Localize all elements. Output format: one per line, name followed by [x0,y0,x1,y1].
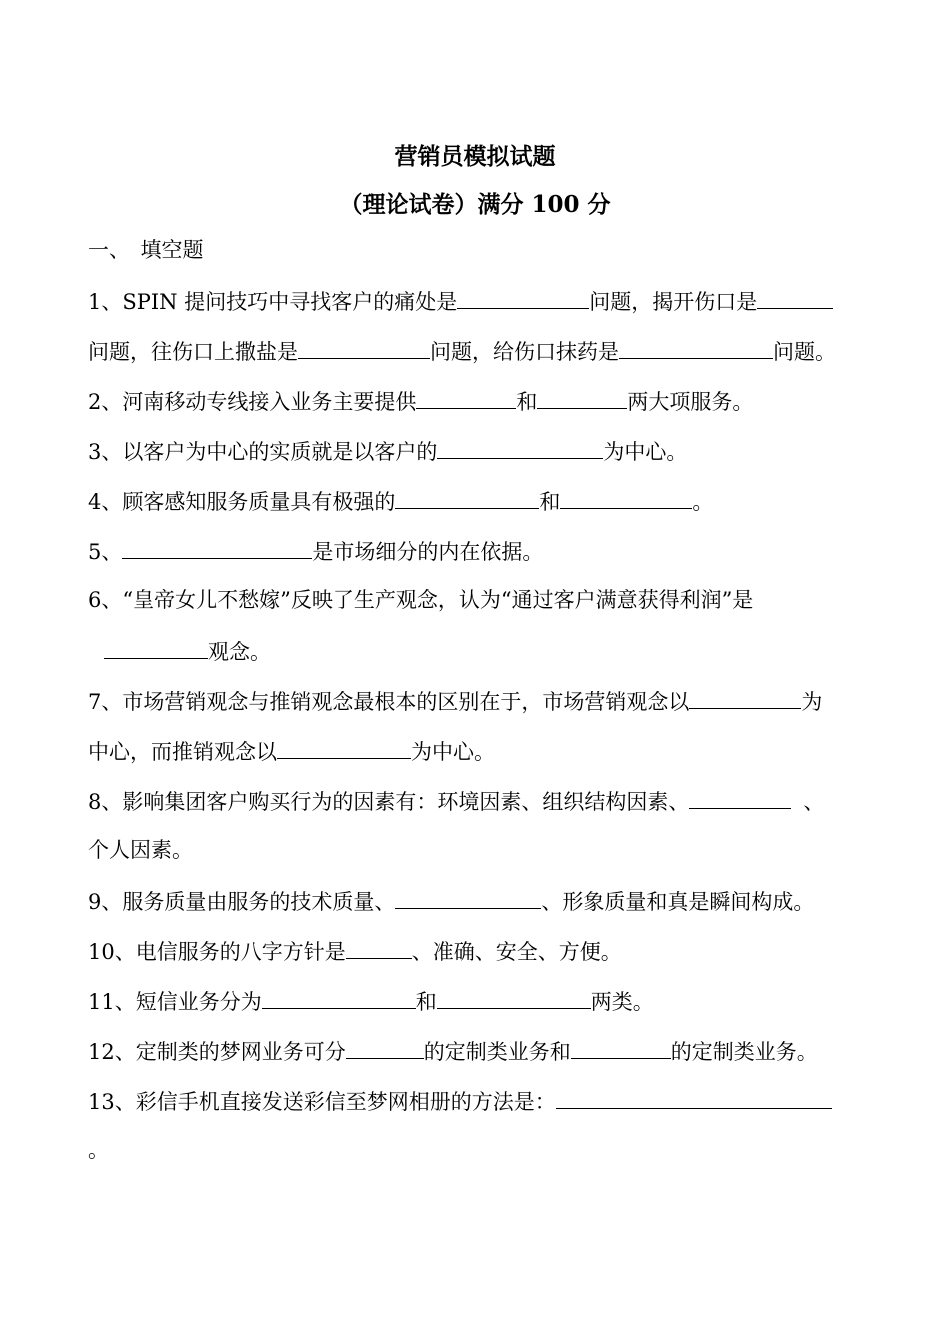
question-text: 两类。 [590,990,654,1014]
question-text: 1、SPIN 提问技巧中寻找客户的痛处是 [88,290,458,314]
question-9 [88,890,814,913]
question-text: 11、短信业务分为 [88,990,262,1014]
page-subtitle: （理论试卷）满分 100 分 [339,191,611,218]
question-text: 、形象质量和真是瞬间构成。 [541,890,815,914]
answer-blank[interactable] [104,640,208,659]
question-text: 2、河南移动专线接入业务主要提供 [88,390,417,414]
question-13-line-2 [88,1140,109,1161]
question-text: 中心，而推销观念以 [88,740,277,764]
question-text: 9、服务质量由服务的技术质量、 [88,890,396,914]
question-1-line-1 [88,290,833,313]
question-6-line-2 [104,640,271,663]
question-text: 问题，揭开伤口是 [589,290,758,314]
page-title: 营销员模拟试题 [394,143,556,170]
answer-blank[interactable] [262,990,416,1009]
question-text: 问题，给伤口抹药是 [430,340,619,364]
question-text: 两大项服务。 [627,390,754,414]
question-4 [88,490,713,513]
answer-blank[interactable] [122,540,312,559]
question-text: 观念。 [208,640,271,664]
question-text: 的定制类业务和 [423,1040,571,1064]
question-13-line-1 [88,1090,832,1113]
answer-blank[interactable] [757,290,833,309]
answer-blank[interactable] [395,890,541,909]
question-text: 是市场细分的内在依据。 [312,540,544,564]
answer-blank[interactable] [619,340,773,359]
question-6-line-1 [88,590,753,611]
question-text: 问题，往伤口上撒盐是 [88,340,298,364]
question-8-line-1 [88,790,824,813]
question-3 [88,440,687,463]
question-text: 5、 [88,540,123,564]
answer-blank[interactable] [556,1090,832,1109]
answer-blank[interactable] [277,740,411,759]
answer-blank[interactable] [395,490,539,509]
question-text: 10、电信服务的八字方针是 [88,940,346,964]
answer-blank[interactable] [457,290,589,309]
question-text: 3、以客户为中心的实质就是以客户的 [88,440,438,464]
answer-blank[interactable] [537,390,627,409]
question-text: 为中心。 [411,740,495,764]
question-text: 7、市场营销观念与推销观念最根本的区别在于，市场营销观念以 [88,690,690,714]
answer-blank[interactable] [298,340,430,359]
answer-blank[interactable] [416,390,516,409]
answer-blank[interactable] [560,490,692,509]
question-text: 13、彩信手机直接发送彩信至梦网相册的方法是： [88,1090,556,1114]
question-text: 、 [803,790,825,814]
answer-blank[interactable] [689,690,801,709]
answer-blank[interactable] [437,990,591,1009]
question-5 [88,540,543,563]
question-2 [88,390,753,413]
question-7-line-2 [88,740,495,763]
question-text: 和 [516,390,538,414]
question-text: 。 [692,490,714,514]
question-text: 为中心。 [603,440,688,464]
answer-blank[interactable] [346,1040,424,1059]
question-text: 4、顾客感知服务质量具有极强的 [88,490,396,514]
question-text: 个人因素。 [88,838,193,862]
question-10 [88,940,622,963]
question-11 [88,990,654,1013]
question-text: 8、影响集团客户购买行为的因素有：环境因素、组织结构因素、 [88,790,690,814]
answer-blank[interactable] [346,940,412,959]
section-heading: 一、 填空题 [88,238,204,262]
question-text: 12、定制类的梦网业务可分 [88,1040,346,1064]
question-text: 、准确、安全、方便。 [411,940,622,964]
answer-blank[interactable] [571,1040,671,1059]
question-text: 为 [801,690,823,714]
question-text: 。 [88,1138,109,1162]
question-7-line-1 [88,690,822,713]
question-text: 的定制类业务。 [670,1040,818,1064]
answer-blank[interactable] [437,440,603,459]
question-text: 和 [539,490,561,514]
question-8-line-2 [88,840,193,861]
question-text: 和 [415,990,437,1014]
question-1-line-2 [88,340,836,363]
question-12 [88,1040,818,1063]
question-text: 问题。 [773,340,836,364]
answer-blank[interactable] [689,790,791,809]
question-text: 6、“皇帝女儿不愁嫁”反映了生产观念，认为“通过客户满意获得利润”是 [88,588,754,612]
